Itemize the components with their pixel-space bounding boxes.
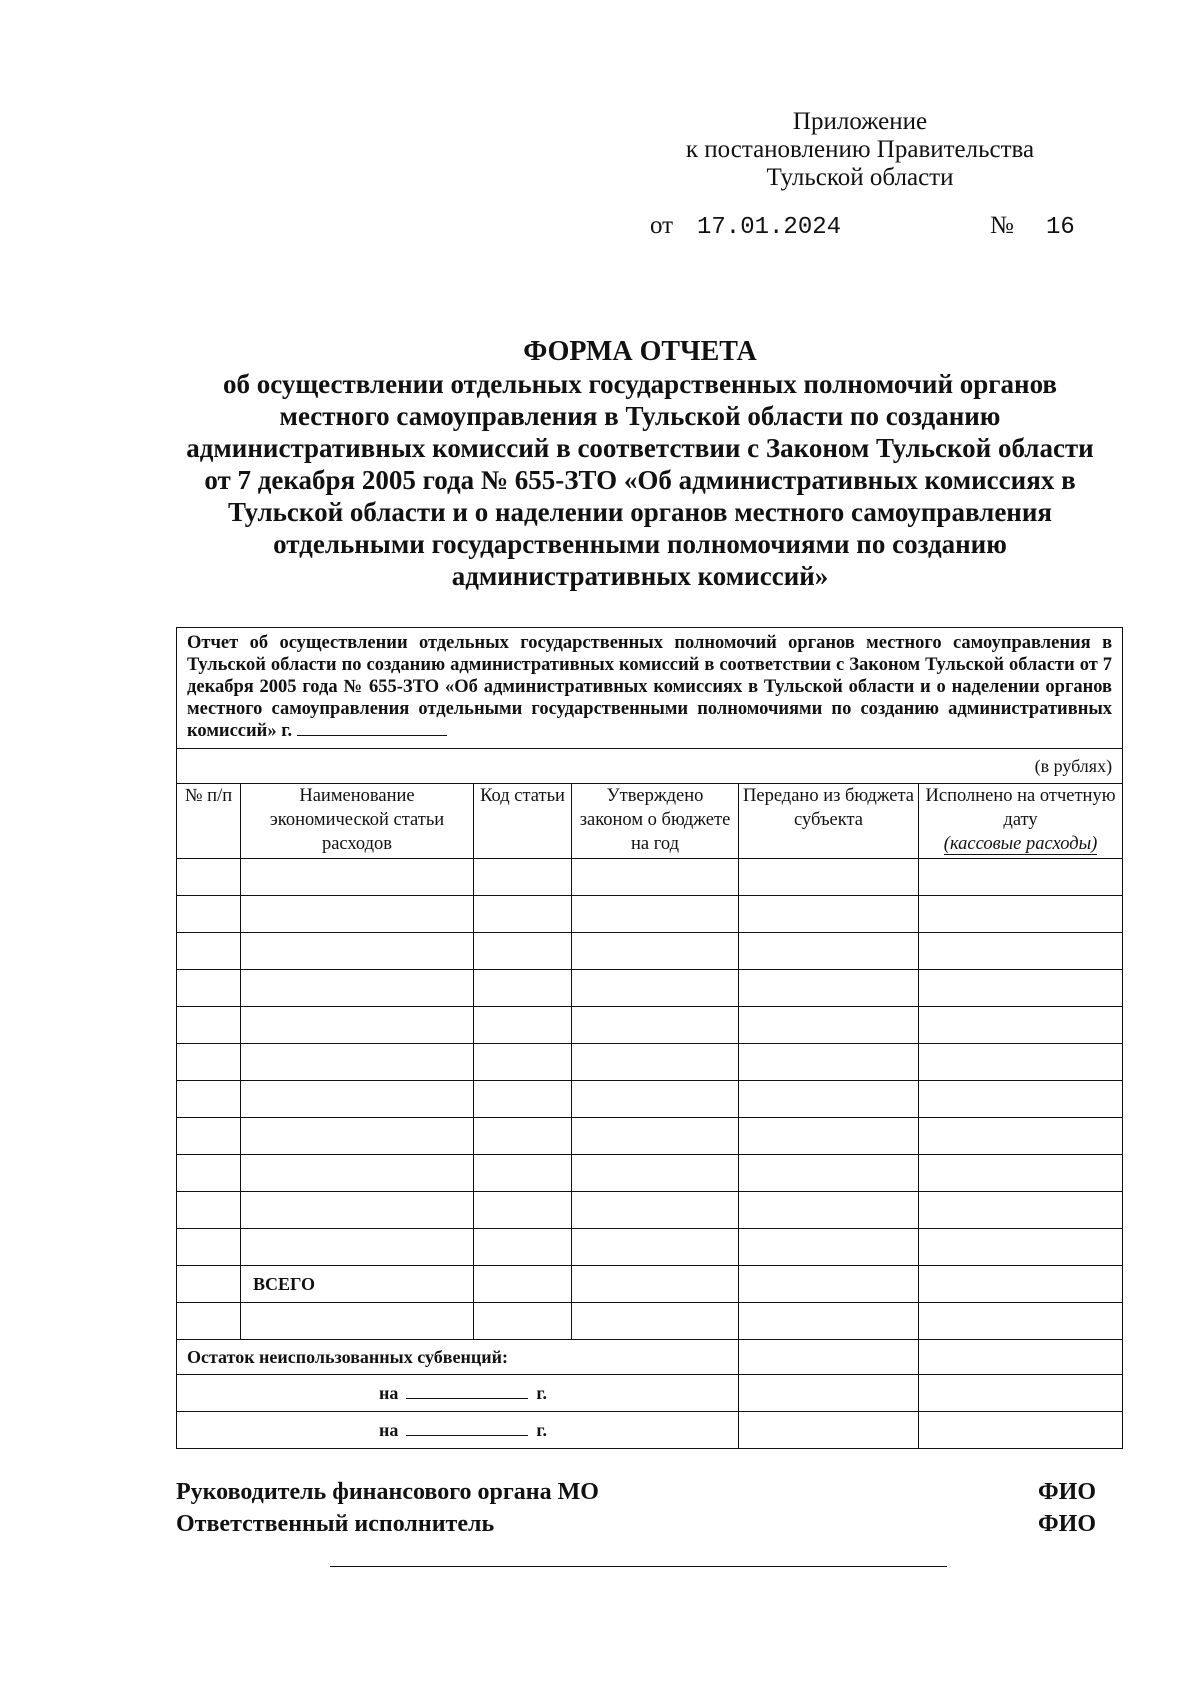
- total-row: [177, 1266, 1123, 1303]
- report-intro-text: Отчет об осуществлении отдельных государственных полномочий органов местного самоуправления в Тульской области по созданию административных комиссий в соответствии с Законом Тульской области от 7 декабря 2005 года № 655-ЗТО «Об административных комиссиях в Тульской области и о наделении органов местного самоуправления отдельными государственными полномочиями по созданию административных комиссий» г.: [187, 633, 1113, 741]
- appendix-line-3: Тульской области: [766, 164, 954, 191]
- year-blank-line: [297, 721, 447, 736]
- table-row: [177, 1007, 1123, 1044]
- document-number: 16: [1046, 214, 1075, 241]
- remainder-row: [177, 1340, 1123, 1375]
- date-blank-line: [406, 1421, 528, 1436]
- table-row: [177, 896, 1123, 933]
- header-approved: Утверждено законом о бюджете на год: [572, 784, 739, 859]
- table-row: [177, 1155, 1123, 1192]
- on-label: на: [379, 1382, 399, 1403]
- document-date: 17.01.2024: [697, 214, 842, 241]
- signature-block: [176, 1476, 1096, 1540]
- table-row: [177, 1303, 1123, 1340]
- table-row: [177, 1192, 1123, 1229]
- date-label: от: [650, 212, 674, 239]
- header-transferred: Передано из бюджета субъекта: [739, 784, 919, 859]
- header-name: Наименование экономической статьи расходов: [241, 784, 474, 859]
- year-label: г.: [536, 1419, 548, 1440]
- appendix-line-2: к постановлению Правительства: [685, 136, 1035, 163]
- header-executed-note: (кассовые расходы): [943, 834, 1098, 854]
- units-label: (в рублях): [177, 749, 1123, 784]
- table-row: [177, 1081, 1123, 1118]
- head-label: Руководитель финансового органа МО: [176, 1479, 599, 1505]
- table-row: [177, 970, 1123, 1007]
- report-table: [176, 627, 1123, 1449]
- table-row: [177, 859, 1123, 896]
- year-label: г.: [536, 1382, 548, 1403]
- form-heading: ФОРМА ОТЧЕТА: [523, 336, 757, 367]
- table-row: [177, 933, 1123, 970]
- head-name: ФИО: [1038, 1479, 1096, 1505]
- appendix-block: [640, 108, 1080, 192]
- header-executed: [919, 784, 1123, 859]
- executor-name: ФИО: [1038, 1511, 1096, 1537]
- appendix-line-1: Приложение: [792, 108, 928, 135]
- table-row: [177, 1044, 1123, 1081]
- table-header-row: [177, 784, 1123, 859]
- form-subtitle: об осуществлении отдельных государственных полномочий органов местного самоуправления в Тульской области по созданию административных комиссий в соответствии с Законом Тульской области от 7 декабря 2005 года № 655-ЗТО «Об административных комиссиях в Тульской области и о наделении органов местного самоуправления отдельными государственными полномочиями по созданию административных комиссий»: [186, 369, 1094, 591]
- remainder-date-row: [177, 1375, 1123, 1412]
- remainder-label: Остаток неиспользованных субвенций:: [177, 1340, 739, 1375]
- header-code: Код статьи: [474, 784, 572, 859]
- header-num: № п/п: [177, 784, 241, 859]
- total-label: ВСЕГО: [241, 1266, 474, 1303]
- bottom-rule: [330, 1566, 947, 1567]
- remainder-date-row: [177, 1412, 1123, 1449]
- number-label: №: [990, 212, 1014, 239]
- table-row: [177, 1229, 1123, 1266]
- header-executed-text: Исполнено на отчетную дату: [925, 786, 1116, 830]
- executor-label: Ответственный исполнитель: [176, 1511, 495, 1537]
- on-label: на: [379, 1419, 399, 1440]
- form-title: [180, 336, 1100, 592]
- table-row: [177, 1118, 1123, 1155]
- report-intro: [177, 628, 1123, 749]
- date-blank-line: [406, 1384, 528, 1399]
